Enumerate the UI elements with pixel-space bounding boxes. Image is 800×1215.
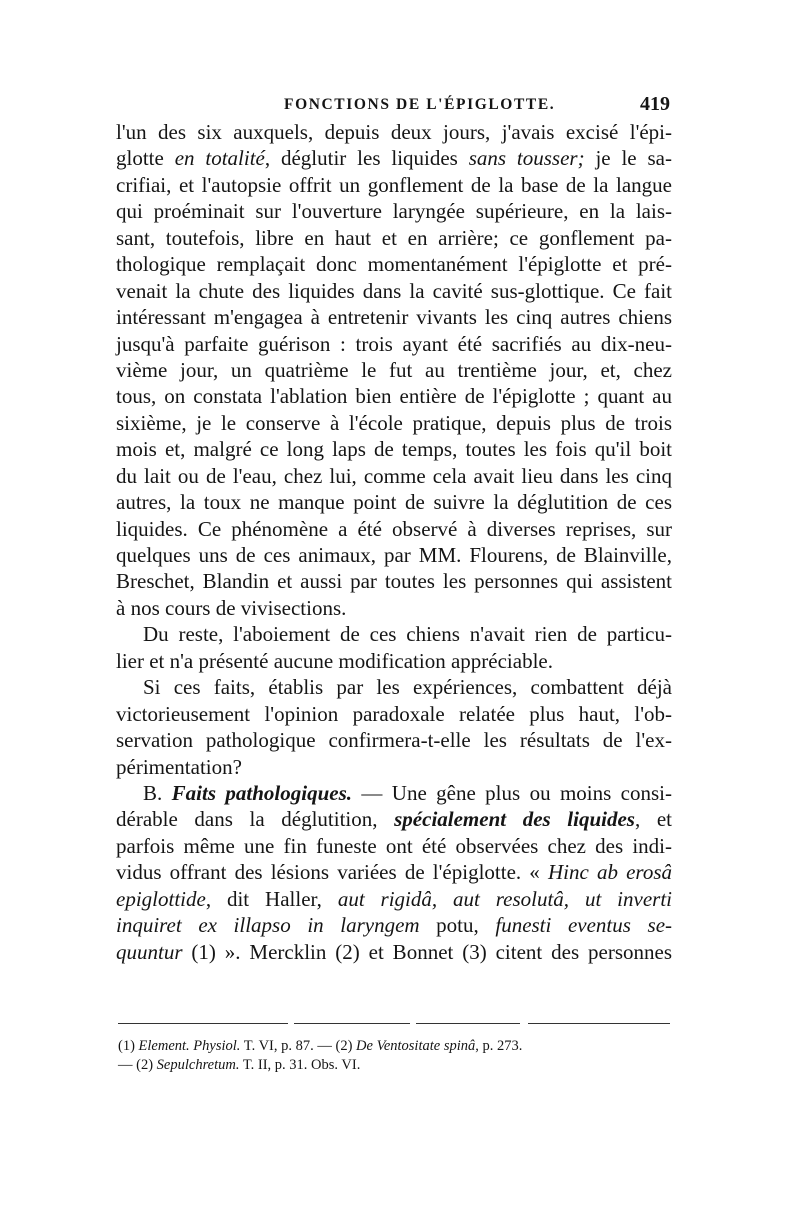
text-fragment: sant, toutefois, libre en haut et en arrière; ce gonflement pa- xyxy=(116,225,672,250)
text-fragment: crifiai, et l'autopsie offrit un gonflement de la base de la langue xyxy=(116,172,672,197)
text-fragment: (1) ». Mercklin (2) et Bonnet (3) citent des personnes xyxy=(182,939,672,964)
text-fragment: dérable dans la déglutition, xyxy=(116,807,395,832)
text-fragment: aut rigidâ, aut resolutâ, ut inverti xyxy=(337,886,672,911)
text-fragment: périmentation? xyxy=(116,754,242,779)
text-line xyxy=(116,172,672,198)
text-fragment: quelques uns de ces animaux, par MM. Flourens, de Blainville, xyxy=(116,543,672,567)
text-line xyxy=(116,701,672,727)
text-fragment: funesti eventus se- xyxy=(495,913,673,938)
text-line xyxy=(116,859,672,885)
text-line xyxy=(116,119,672,145)
footnotes xyxy=(118,1037,670,1075)
text-line xyxy=(116,251,672,277)
text-line xyxy=(116,939,672,965)
text-fragment: epiglottide xyxy=(116,886,206,911)
separator-segment xyxy=(416,1023,520,1024)
text-fragment: servation pathologique confirmera-t-elle les résultats de l'ex- xyxy=(116,728,672,753)
text-fragment: sans tousser; xyxy=(468,146,585,171)
text-fragment: (1) xyxy=(118,1038,139,1054)
text-fragment: vième jour, un quatrième le fut au trentième jour, et, chez xyxy=(116,357,672,382)
text-line xyxy=(116,754,672,780)
text-line xyxy=(116,516,672,542)
text-line xyxy=(116,225,672,251)
text-fragment: du lait ou de l'eau, chez lui, comme cela avait lieu dans les cinq xyxy=(116,463,672,488)
text-fragment: , déglutir les liquides xyxy=(264,146,469,171)
text-fragment: Faits pathologiques. xyxy=(171,780,352,805)
text-fragment: thologique remplaçait donc momentanément l'épiglotte et pré- xyxy=(116,252,672,277)
text-line xyxy=(116,278,672,304)
footnote-line xyxy=(118,1056,670,1075)
text-fragment: De Ventositate spinâ xyxy=(356,1038,476,1054)
text-fragment: T. VI, p. 87. — (2) xyxy=(240,1038,357,1054)
text-line xyxy=(116,674,672,700)
separator-segment xyxy=(118,1023,288,1024)
text-fragment: Hinc ab erosâ xyxy=(547,860,672,885)
text-fragment: à nos cours de vivisections. xyxy=(116,595,347,620)
text-fragment: spécialement des liquides xyxy=(394,807,635,832)
text-line xyxy=(116,806,672,832)
text-fragment: T. II, p. 31. Obs. VI. xyxy=(239,1057,361,1073)
text-line xyxy=(116,727,672,753)
text-line xyxy=(116,489,672,515)
text-fragment: qui proéminait sur l'ouverture laryngée supérieure, en la lais- xyxy=(116,199,672,224)
separator-segment xyxy=(294,1023,410,1024)
text-fragment: Sepulchretum. xyxy=(156,1057,240,1073)
text-fragment: vidus offrant des lésions variées de l'épiglotte. « xyxy=(116,860,548,885)
text-line xyxy=(116,648,672,674)
text-line xyxy=(116,621,672,647)
text-line xyxy=(116,198,672,224)
text-line xyxy=(116,463,672,489)
text-fragment: — (2) xyxy=(118,1057,157,1073)
text-line xyxy=(116,542,672,568)
separator-segment xyxy=(528,1023,670,1024)
text-fragment: victorieusement l'opinion paradoxale relatée plus haut, l'ob- xyxy=(116,701,672,726)
text-line xyxy=(116,410,672,436)
text-line xyxy=(116,331,672,357)
page-number: 419 xyxy=(640,93,670,115)
text-fragment: parfois même une fin funeste ont été observées chez des indi- xyxy=(116,833,672,858)
text-line xyxy=(116,145,672,171)
text-fragment: liquides. Ce phénomène a été observé à diverses reprises, sur xyxy=(116,516,672,541)
body-text xyxy=(116,119,672,965)
text-fragment: venait la chute des liquides dans la cavité sus-glottique. Ce fait xyxy=(116,278,672,303)
text-fragment: tous, on constata l'ablation bien entière de l'épiglotte ; quant au xyxy=(116,384,672,409)
text-fragment: Breschet, Blandin et aussi par toutes les personnes qui assistent xyxy=(116,569,672,594)
text-line xyxy=(116,780,672,806)
text-fragment: mois et, malgré ce long laps de temps, toutes les fois qu'il boit xyxy=(116,437,672,462)
text-fragment: jusqu'à parfaite guérison : trois ayant été sacrifiés au dix-neu- xyxy=(116,331,672,356)
text-fragment: l'un des six auxquels, depuis deux jours, j'avais excisé l'épi- xyxy=(116,120,672,144)
text-fragment: , et xyxy=(634,807,672,832)
text-fragment: Du reste, l'aboiement de ces chiens n'avait rien de particu- xyxy=(143,622,672,647)
text-fragment: quuntur xyxy=(116,939,183,964)
text-fragment: — Une gêne plus ou moins consi- xyxy=(352,780,673,805)
text-fragment: Si ces faits, établis par les expériences, combattent déjà xyxy=(143,675,672,700)
footnote-line xyxy=(118,1037,670,1056)
text-fragment: B. xyxy=(143,780,172,805)
text-fragment: inquiret ex illapso in laryngem xyxy=(116,913,420,938)
text-fragment: , p. 273. xyxy=(475,1038,523,1054)
text-fragment: autres, la toux ne manque point de suivre la déglutition de ces xyxy=(116,490,672,515)
text-fragment: intéressant m'engagea à entretenir vivants les cinq autres chiens xyxy=(116,305,672,330)
text-fragment: je le sa- xyxy=(584,146,672,171)
text-fragment: lier et n'a présenté aucune modification appréciable. xyxy=(116,648,553,673)
text-fragment: , dit Haller, xyxy=(205,886,338,911)
text-line xyxy=(116,912,672,938)
text-line xyxy=(116,436,672,462)
text-line xyxy=(116,383,672,409)
text-fragment: Element. Physiol. xyxy=(138,1038,241,1054)
text-line xyxy=(116,595,672,621)
text-line xyxy=(116,833,672,859)
running-title: FONCTIONS DE L'ÉPIGLOTTE. xyxy=(284,96,556,113)
text-line xyxy=(116,304,672,330)
text-line xyxy=(116,886,672,912)
text-line xyxy=(116,357,672,383)
text-fragment: potu, xyxy=(419,913,496,938)
text-fragment: en totalité xyxy=(174,146,265,171)
text-fragment: sixième, je le conserve à l'école pratique, depuis plus de trois xyxy=(116,410,672,435)
text-line xyxy=(116,568,672,594)
text-fragment: glotte xyxy=(116,146,175,171)
page-header xyxy=(118,93,670,120)
